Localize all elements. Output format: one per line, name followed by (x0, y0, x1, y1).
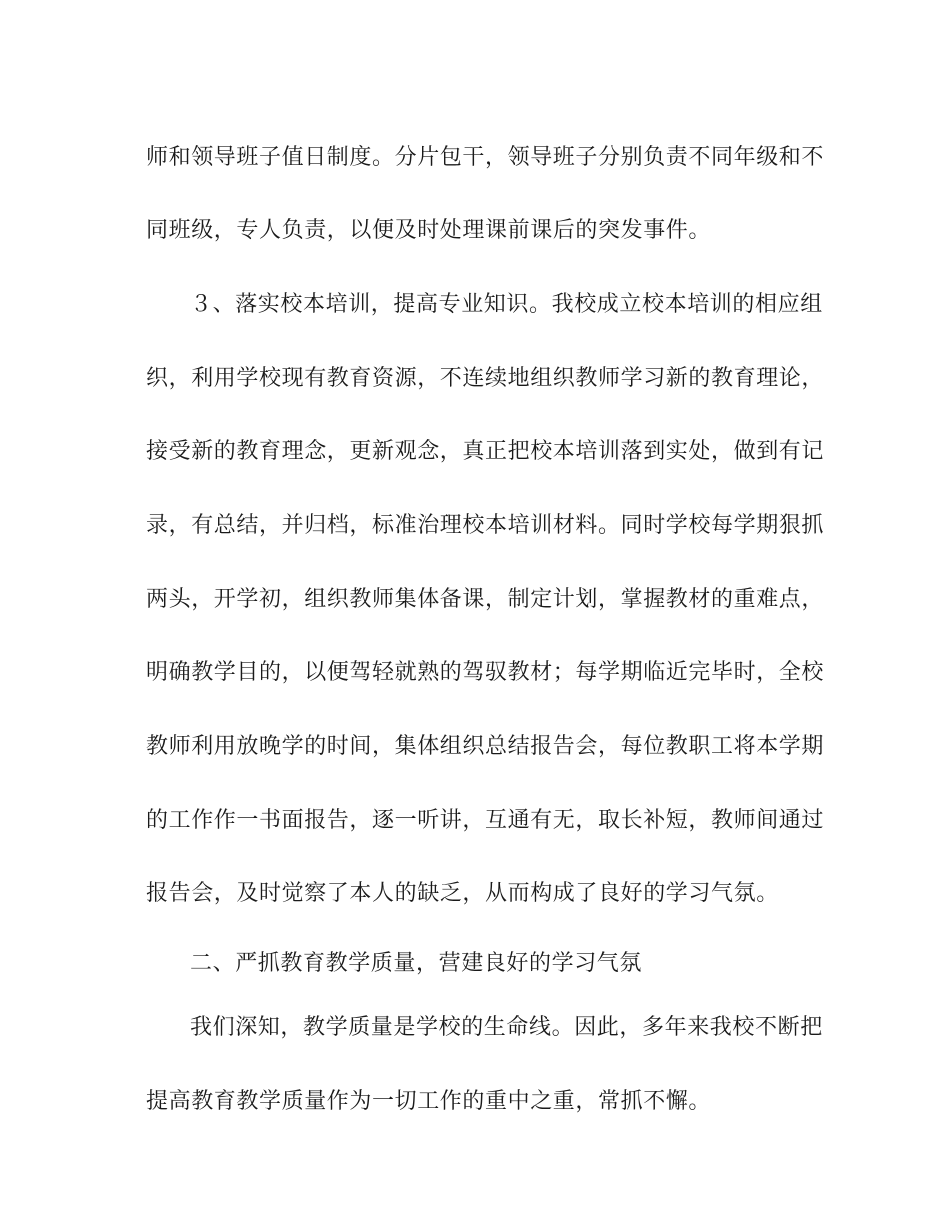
text-line: 织，利用学校现有教育资源，不连续地组织教师学习新的教育理论， (146, 366, 825, 391)
text-line: 录，有总结，并归档，标准治理校本培训材料。同时学校每学期狠抓 (146, 513, 825, 538)
text-line: 的工作作一书面报告，逐一听讲，互通有无，取长补短，教师间通过 (146, 808, 825, 833)
text-line: 师和领导班子值日制度。分片包干，领导班子分别负责不同年级和不 (146, 145, 825, 170)
text-line: 两头，开学初，组织教师集体备课，制定计划，掌握教材的重难点， (146, 587, 825, 612)
text-line: ３、落实校本培训，提高专业知识。我校成立校本培训的相应组 (190, 292, 823, 317)
section-heading: 二、严抓教育教学质量，营建良好的学习气氛 (190, 951, 643, 976)
text-line: 明确教学目的，以便驾轻就熟的驾驭教材；每学期临近完毕时，全校 (146, 660, 825, 685)
text-line: 接受新的教育理念，更新观念，真正把校本培训落到实处，做到有记 (146, 439, 825, 464)
text-line: 同班级，专人负责，以便及时处理课前课后的突发事件。 (146, 218, 712, 243)
text-line: 报告会，及时觉察了本人的缺乏，从而构成了良好的学习气氛。 (146, 881, 779, 906)
text-line: 我们深知，教学质量是学校的生命线。因此，多年来我校不断把 (190, 1015, 823, 1040)
text-line: 教师利用放晚学的时间，集体组织总结报告会，每位教职工将本学期 (146, 734, 825, 759)
text-line: 提高教育教学质量作为一切工作的重中之重，常抓不懈。 (146, 1089, 712, 1114)
